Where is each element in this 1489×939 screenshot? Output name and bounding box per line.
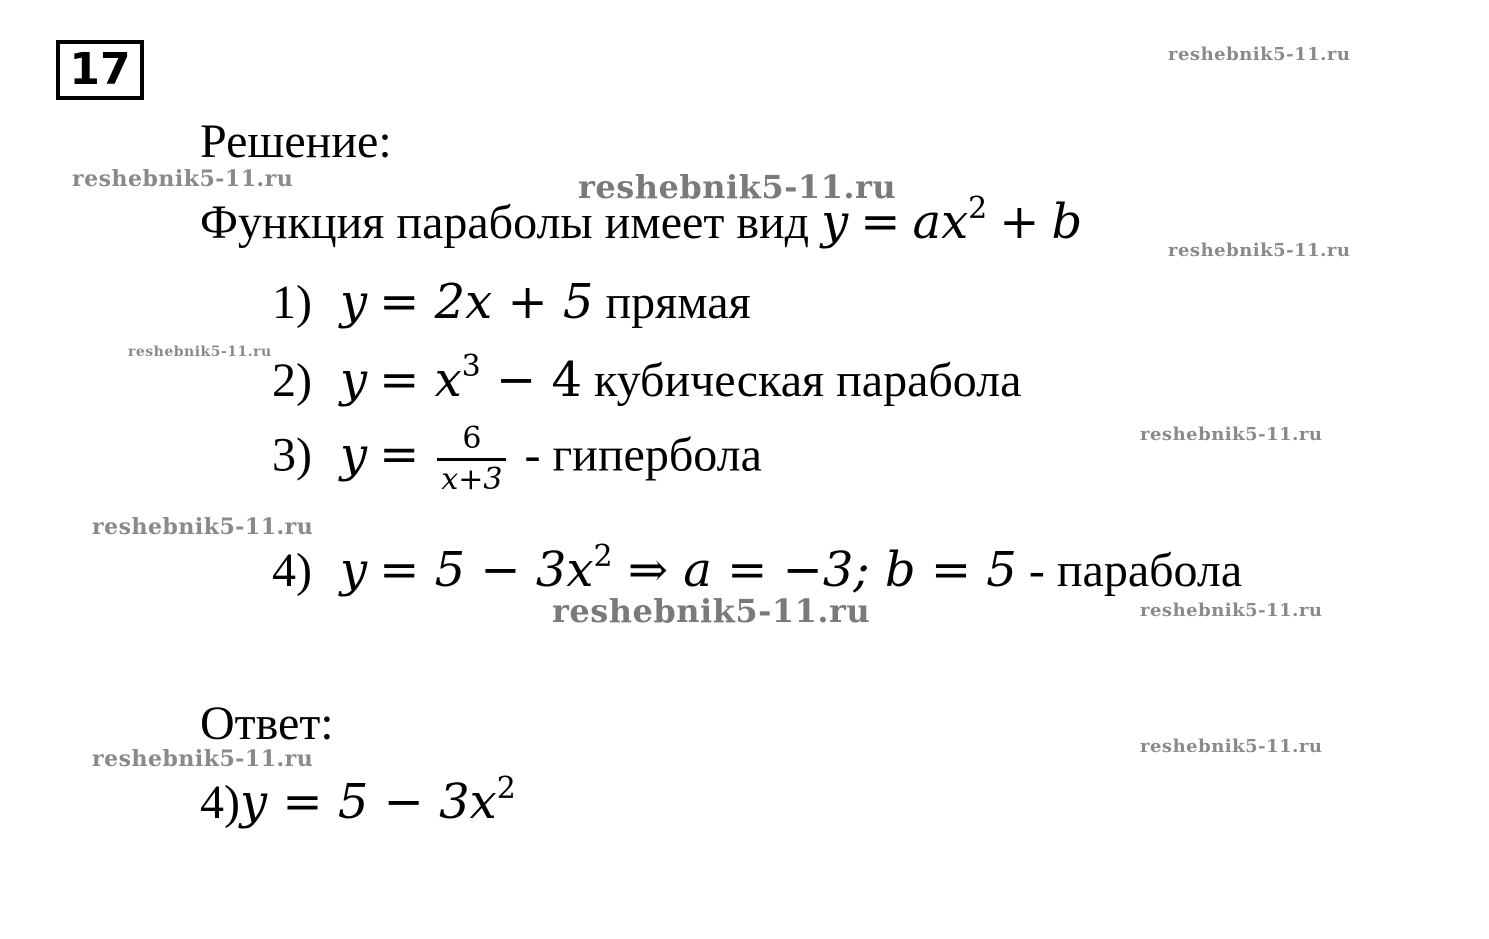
item-3-number: 3) xyxy=(272,428,312,482)
task-number-box xyxy=(56,40,144,100)
answer-formula: y = 5 − 3x xyxy=(239,774,497,830)
item-2-label: кубическая парабола xyxy=(594,354,1022,407)
item-4-formula-tail: ⇒ a = −3; b = 5 xyxy=(612,542,1017,598)
intro-formula-eq: = xyxy=(860,194,901,250)
item-3-y: y xyxy=(339,426,368,483)
item-3-denominator: x+3 xyxy=(441,462,503,497)
item-2-y: y xyxy=(339,352,368,408)
solution-heading: Решение: xyxy=(200,115,392,168)
watermark: reshebnik5-11.ru xyxy=(1168,240,1351,261)
intro-formula-b: b xyxy=(1051,194,1083,250)
item-1-formula: = 2x + 5 xyxy=(379,274,594,330)
item-4-power: 2 xyxy=(593,539,613,574)
item-1 xyxy=(272,274,751,330)
item-3-eq: = xyxy=(379,426,420,483)
item-2-formula: = x xyxy=(379,352,462,408)
watermark: reshebnik5-11.ru xyxy=(1140,424,1323,445)
intro-formula-a: a xyxy=(912,194,942,250)
item-3 xyxy=(272,421,762,497)
intro-formula-x: x xyxy=(941,194,969,250)
item-3-fraction xyxy=(437,421,506,497)
item-3-numerator: 6 xyxy=(462,421,482,456)
item-4-label: - парабола xyxy=(1028,544,1243,597)
item-1-number: 1) xyxy=(272,276,312,329)
item-2-number: 2) xyxy=(272,354,312,407)
item-1-label: прямая xyxy=(605,276,751,329)
item-4-number: 4) xyxy=(272,544,312,597)
intro-text: Функция параболы имеет вид xyxy=(200,196,810,249)
item-2 xyxy=(272,349,1022,408)
answer-heading: Ответ: xyxy=(200,697,334,750)
item-1-y: y xyxy=(339,274,368,330)
watermark: reshebnik5-11.ru xyxy=(1140,600,1323,621)
watermark: reshebnik5-11.ru xyxy=(92,746,314,772)
item-3-label: - гипербола xyxy=(524,428,762,482)
intro-formula-power: 2 xyxy=(968,191,988,226)
answer-power: 2 xyxy=(496,771,516,806)
watermark: reshebnik5-11.ru xyxy=(1140,736,1323,757)
intro-formula-y: y xyxy=(821,194,849,250)
answer-number: 4) xyxy=(200,776,240,829)
item-2-formula-tail: − 4 xyxy=(480,352,583,408)
item-2-power: 3 xyxy=(461,349,481,384)
item-4-y: y xyxy=(339,542,368,598)
intro-formula-plus: + xyxy=(999,194,1040,250)
item-4-formula: = 5 − 3x xyxy=(379,542,594,598)
watermark: reshebnik5-11.ru xyxy=(552,592,871,630)
watermark: reshebnik5-11.ru xyxy=(128,344,272,360)
watermark: reshebnik5-11.ru xyxy=(72,166,294,192)
answer-line xyxy=(200,771,516,830)
item-4 xyxy=(272,539,1243,598)
watermark: reshebnik5-11.ru xyxy=(92,514,314,540)
watermark: reshebnik5-11.ru xyxy=(578,168,897,206)
watermark: reshebnik5-11.ru xyxy=(1168,44,1351,65)
task-number: 17 xyxy=(69,44,131,95)
